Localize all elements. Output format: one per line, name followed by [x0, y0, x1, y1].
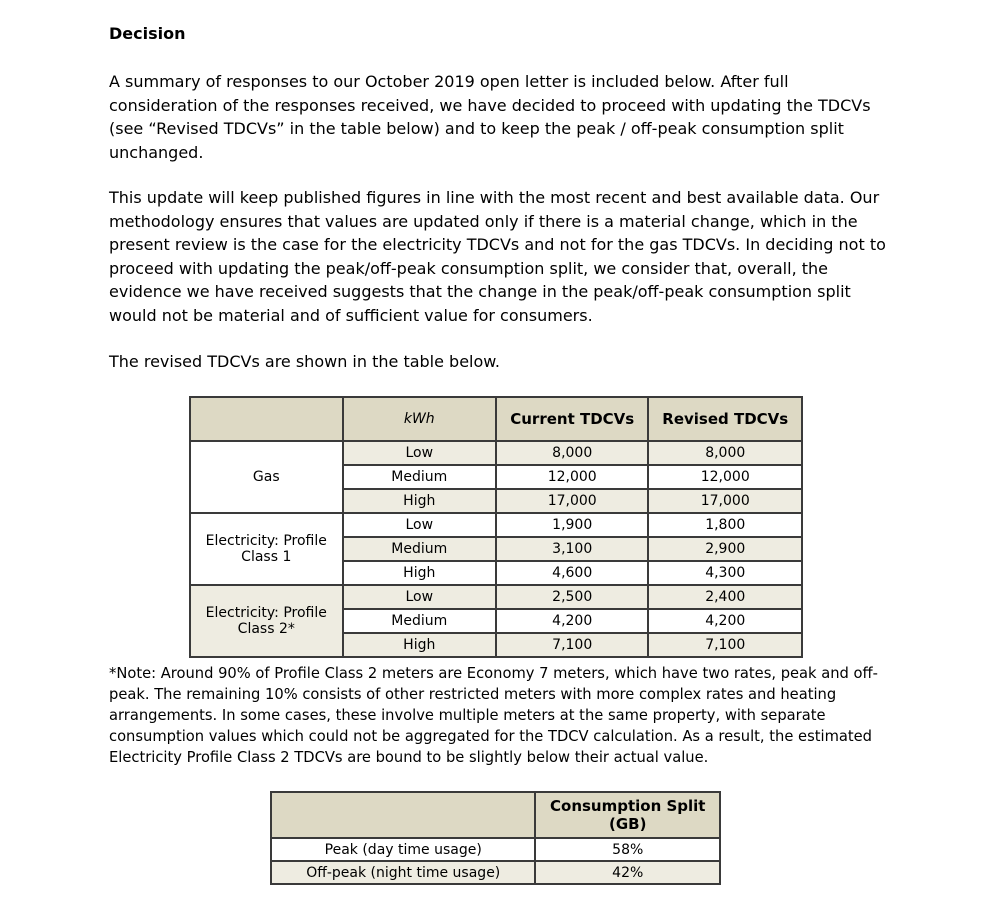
tdcv-header-blank — [190, 397, 343, 441]
table-row — [190, 585, 802, 609]
revised-cell: 4,300 — [648, 561, 802, 585]
split-value-cell: 42% — [535, 861, 720, 884]
level-cell: Low — [343, 585, 496, 609]
paragraph-table-intro: The revised TDCVs are shown in the table below. — [109, 352, 500, 371]
tdcv-header-row — [190, 397, 802, 441]
current-cell: 17,000 — [496, 489, 648, 513]
paragraph-summary: A summary of responses to our October 2019 open letter is included below. After full consideration of the responses received, we have decided to proceed with updating the TDCVs (see “Revised TDCVs” in the table below) and to keep the peak / off-peak consumption split unchanged. — [109, 72, 871, 162]
footnote: *Note: Around 90% of Profile Class 2 meters are Economy 7 meters, which have two rates, peak and off-peak. The remaining 10% consists of other restricted meters with more complex rates and heating arrangements. In some cases, these involve multiple meters at the same property, with separate consumption values which could not be aggregated for the TDCV calculation. As a result, the estimated Electricity Profile Class 2 TDCVs are bound to be slightly below their actual value. — [109, 665, 878, 766]
revised-cell: 12,000 — [648, 465, 802, 489]
split-value-cell: 58% — [535, 838, 720, 861]
tdcv-header-current: Current TDCVs — [496, 397, 648, 441]
split-label-cell: Peak (day time usage) — [271, 838, 535, 861]
revised-cell: 17,000 — [648, 489, 802, 513]
split-header-row — [271, 792, 720, 838]
level-cell: High — [343, 561, 496, 585]
revised-cell: 2,900 — [648, 537, 802, 561]
table-row — [271, 838, 720, 861]
section-heading: Decision — [109, 24, 186, 43]
split-label-cell: Off-peak (night time usage) — [271, 861, 535, 884]
current-cell: 12,000 — [496, 465, 648, 489]
level-cell: Low — [343, 513, 496, 537]
revised-cell: 1,800 — [648, 513, 802, 537]
table-row — [190, 441, 802, 465]
split-header-blank — [271, 792, 535, 838]
level-cell: Medium — [343, 465, 496, 489]
group-label-profile-class-2: Electricity: Profile Class 2* — [190, 585, 343, 657]
group-label-gas: Gas — [190, 441, 343, 513]
level-cell: Medium — [343, 609, 496, 633]
current-cell: 2,500 — [496, 585, 648, 609]
current-cell: 3,100 — [496, 537, 648, 561]
revised-cell: 8,000 — [648, 441, 802, 465]
split-header-label: Consumption Split (GB) — [535, 792, 720, 838]
current-cell: 4,200 — [496, 609, 648, 633]
revised-cell: 7,100 — [648, 633, 802, 657]
level-cell: Low — [343, 441, 496, 465]
tdcv-table — [189, 396, 803, 658]
current-cell: 4,600 — [496, 561, 648, 585]
level-cell: High — [343, 489, 496, 513]
revised-cell: 4,200 — [648, 609, 802, 633]
current-cell: 8,000 — [496, 441, 648, 465]
table-row — [271, 861, 720, 884]
level-cell: High — [343, 633, 496, 657]
group-label-profile-class-1: Electricity: Profile Class 1 — [190, 513, 343, 585]
level-cell: Medium — [343, 537, 496, 561]
revised-cell: 2,400 — [648, 585, 802, 609]
current-cell: 7,100 — [496, 633, 648, 657]
paragraph-methodology: This update will keep published figures in line with the most recent and best available data. Our methodology ensures that values are updated only if there is a material change, which in the present review is the case for the electricity TDCVs and not for the gas TDCVs. In deciding not to proceed with updating the peak/off-peak consumption split, we consider that, overall, the evidence we have received suggests that the change in the peak/off-peak consumption split would not be material and of sufficient value for consumers. — [109, 188, 886, 325]
consumption-split-table — [270, 791, 721, 885]
tdcv-header-kwh: kWh — [343, 397, 496, 441]
tdcv-header-revised: Revised TDCVs — [648, 397, 802, 441]
current-cell: 1,900 — [496, 513, 648, 537]
table-row — [190, 513, 802, 537]
